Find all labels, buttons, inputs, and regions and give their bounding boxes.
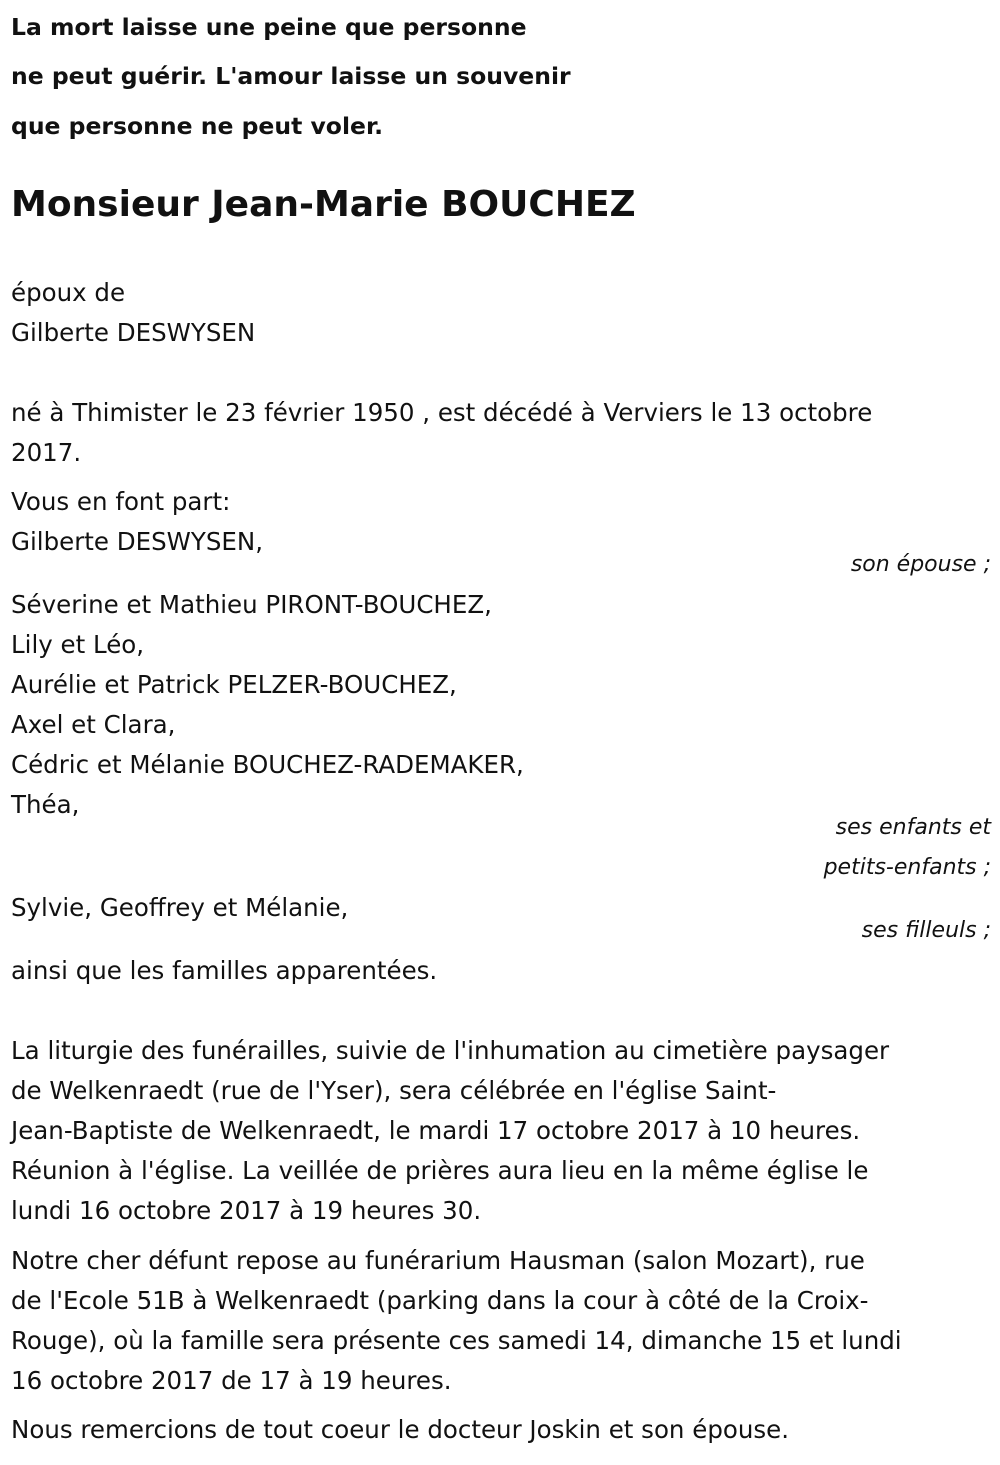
family-member: Théa, <box>11 790 80 819</box>
spouse-name: Gilberte DESWYSEN <box>11 318 256 347</box>
funeral-line: La liturgie des funérailles, suivie de l'inhumation au cimetière paysager <box>11 1036 890 1065</box>
family-member: Aurélie et Patrick PELZER-BOUCHEZ, <box>11 670 457 699</box>
funeral-line: Réunion à l'église. La veillée de prières aura lieu en la même église le <box>11 1156 869 1185</box>
family-member: Lily et Léo, <box>11 630 145 659</box>
poem-line: La mort laisse une peine que personne <box>11 13 527 41</box>
funeral-line: Jean-Baptiste de Welkenraedt, le mardi 17 octobre 2017 à 10 heures. <box>11 1116 861 1145</box>
family-spouse: Gilberte DESWYSEN, <box>11 527 263 556</box>
birth-death-line: né à Thimister le 23 février 1950 , est décédé à Verviers le 13 octobre <box>11 398 873 427</box>
family-role: petits-enfants ; <box>823 855 991 880</box>
deceased-name: Monsieur Jean-Marie BOUCHEZ <box>11 184 636 225</box>
birth-death-line: 2017. <box>11 438 82 467</box>
family-role: son épouse ; <box>850 552 991 577</box>
family-member: Axel et Clara, <box>11 710 176 739</box>
family-role: ses filleuls ; <box>861 918 991 943</box>
family-member: Cédric et Mélanie BOUCHEZ-RADEMAKER, <box>11 750 524 779</box>
poem-line: que personne ne peut voler. <box>11 112 384 140</box>
rest-line: 16 octobre 2017 de 17 à 19 heures. <box>11 1366 452 1395</box>
rest-line: Notre cher défunt repose au funérarium Hausman (salon Mozart), rue <box>11 1246 865 1275</box>
announce-intro: Vous en font part: <box>11 487 231 516</box>
family-relatives: ainsi que les familles apparentées. <box>11 956 438 985</box>
rest-line: Rouge), où la famille sera présente ces samedi 14, dimanche 15 et lundi <box>11 1326 902 1355</box>
poem-line: ne peut guérir. L'amour laisse un souvenir <box>11 62 571 90</box>
funeral-line: lundi 16 octobre 2017 à 19 heures 30. <box>11 1196 482 1225</box>
thanks-line: Nous remercions de tout coeur le docteur Joskin et son épouse. <box>11 1415 790 1444</box>
spouse-intro: époux de <box>11 278 126 307</box>
family-member: Séverine et Mathieu PIRONT-BOUCHEZ, <box>11 590 492 619</box>
funeral-line: de Welkenraedt (rue de l'Yser), sera célébrée en l'église Saint- <box>11 1076 777 1105</box>
family-role: ses enfants et <box>835 815 991 840</box>
family-godchildren: Sylvie, Geoffrey et Mélanie, <box>11 893 349 922</box>
rest-line: de l'Ecole 51B à Welkenraedt (parking dans la cour à côté de la Croix- <box>11 1286 869 1315</box>
